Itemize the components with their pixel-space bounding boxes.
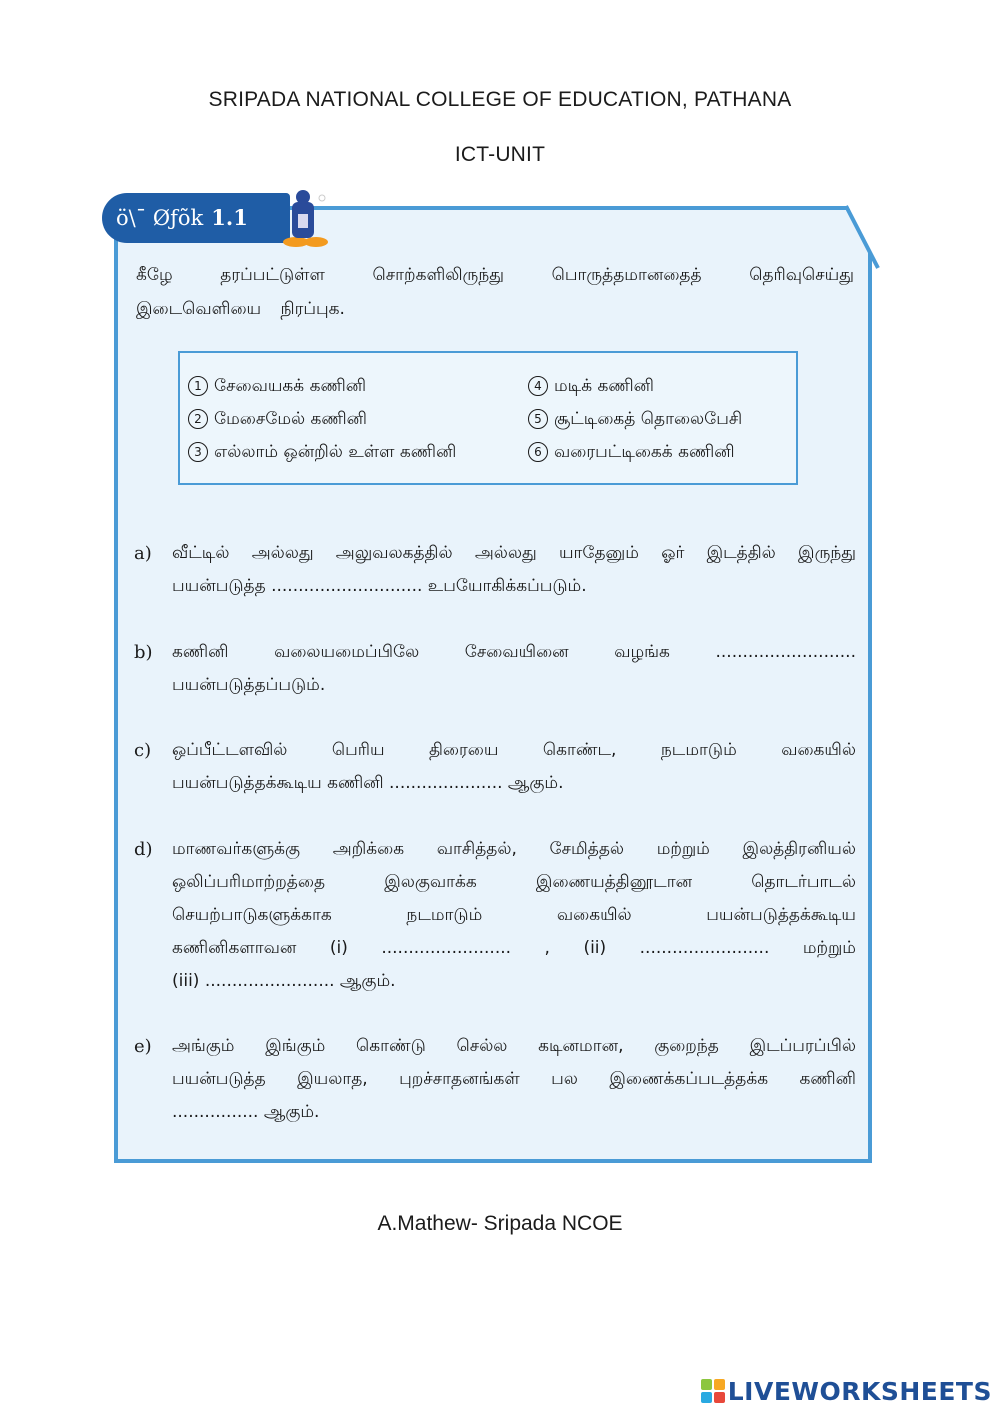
mascot-icon bbox=[276, 188, 332, 248]
footer-author: A.Mathew- Sripada NCOE bbox=[377, 1212, 623, 1235]
option-1 bbox=[188, 370, 366, 402]
option-6 bbox=[528, 436, 735, 468]
question-d-line-2: ஒலிப்பரிமாற்றத்தை இலகுவாக்க இணையத்தினூடான தொடர்பாடல் bbox=[172, 872, 856, 892]
option-text: எல்லாம் ஒன்றில் உள்ள கணினி bbox=[214, 442, 457, 462]
question-letter: c) bbox=[134, 740, 152, 761]
option-4 bbox=[528, 370, 654, 402]
question-c bbox=[134, 734, 856, 800]
liveworksheets-mark-icon bbox=[701, 1379, 725, 1403]
option-2 bbox=[188, 403, 367, 435]
option-number-badge: 4 bbox=[528, 376, 548, 396]
option-number-badge: 1 bbox=[188, 376, 208, 396]
question-letter: e) bbox=[134, 1036, 152, 1057]
question-e-line-2: பயன்படுத்த இயலாத, புறச்சாதனங்கள் பல இணைக்கப்படத்தக்க கணினி bbox=[172, 1069, 856, 1089]
option-5 bbox=[528, 403, 742, 435]
option-3 bbox=[188, 436, 456, 468]
question-d bbox=[134, 833, 856, 998]
header-institution: SRIPADA NATIONAL COLLEGE OF EDUCATION, PATHANA bbox=[208, 88, 792, 111]
question-d-line-1: மாணவர்களுக்கு அறிக்கை வாசித்தல், சேமித்தல் மற்றும் இலத்திரனியல் bbox=[172, 839, 856, 859]
option-text: மேசைமேல் கணினி bbox=[214, 409, 368, 429]
question-letter: a) bbox=[134, 543, 152, 564]
question-letter: b) bbox=[134, 642, 153, 663]
question-a-line-2: பயன்படுத்த ............................ உபயோகிக்கப்படும். bbox=[172, 576, 587, 596]
activity-tab bbox=[102, 193, 290, 243]
option-text: சூட்டிகைத் தொலைபேசி bbox=[554, 409, 743, 429]
option-text: வரைபட்டிகைக் கணினி bbox=[554, 442, 735, 462]
question-d-line-5: (iii) ........................ ஆகும். bbox=[172, 971, 396, 991]
question-letter: d) bbox=[134, 839, 153, 860]
question-b bbox=[134, 636, 856, 702]
question-e bbox=[134, 1030, 856, 1129]
question-a bbox=[134, 537, 856, 603]
question-d-line-4: கணினிகளாவன (i) ........................ , (ii) ........................ மற்றும் bbox=[172, 938, 856, 958]
option-number-badge: 6 bbox=[528, 442, 548, 462]
question-c-line-1: ஒப்பீட்டளவில் பெரிய திரையை கொண்ட, நடமாடும் வகையில் bbox=[172, 740, 856, 760]
activity-number: 1.1 bbox=[211, 205, 248, 230]
instruction-line-2: இடைவெளியை நிரப்புக. bbox=[136, 299, 345, 319]
question-b-line-1: கணினி வலையமைப்பிலே சேவையினை வழங்க .......................... bbox=[172, 642, 856, 662]
option-number-badge: 3 bbox=[188, 442, 208, 462]
instruction-line-1: கீழே தரப்பட்டுள்ள சொற்களிலிருந்து பொருத்தமானதைத் தெரிவுசெய்து bbox=[136, 265, 854, 285]
header-unit: ICT-UNIT bbox=[454, 143, 546, 166]
option-text: மடிக் கணினி bbox=[554, 376, 654, 396]
question-e-line-3: ................ ஆகும். bbox=[172, 1102, 320, 1122]
instruction-text bbox=[136, 258, 854, 326]
option-number-badge: 5 bbox=[528, 409, 548, 429]
word-bank-box bbox=[178, 351, 798, 485]
liveworksheets-brand-text: LIVEWORKSHEETS bbox=[727, 1376, 992, 1406]
question-c-line-2: பயன்படுத்தக்கூடிய கணினி ..................... ஆகும். bbox=[172, 773, 564, 793]
option-text: சேவையகக் கணினி bbox=[214, 376, 367, 396]
option-number-badge: 2 bbox=[188, 409, 208, 429]
question-a-line-1: வீட்டில் அல்லது அலுவலகத்தில் அல்லது யாதேனும் ஓர் இடத்தில் இருந்து bbox=[172, 543, 856, 563]
question-e-line-1: அங்கும் இங்கும் கொண்டு செல்ல கடினமான, குறைந்த இடப்பரப்பில் bbox=[172, 1036, 856, 1056]
question-d-line-3: செயற்பாடுகளுக்காக நடமாடும் வகையில் பயன்படுத்தக்கூடிய bbox=[172, 905, 856, 925]
liveworksheets-logo[interactable] bbox=[701, 1376, 992, 1406]
activity-label: ö\¯ Øƒõk bbox=[116, 206, 204, 230]
question-b-line-2: பயன்படுத்தப்படும். bbox=[172, 675, 326, 695]
